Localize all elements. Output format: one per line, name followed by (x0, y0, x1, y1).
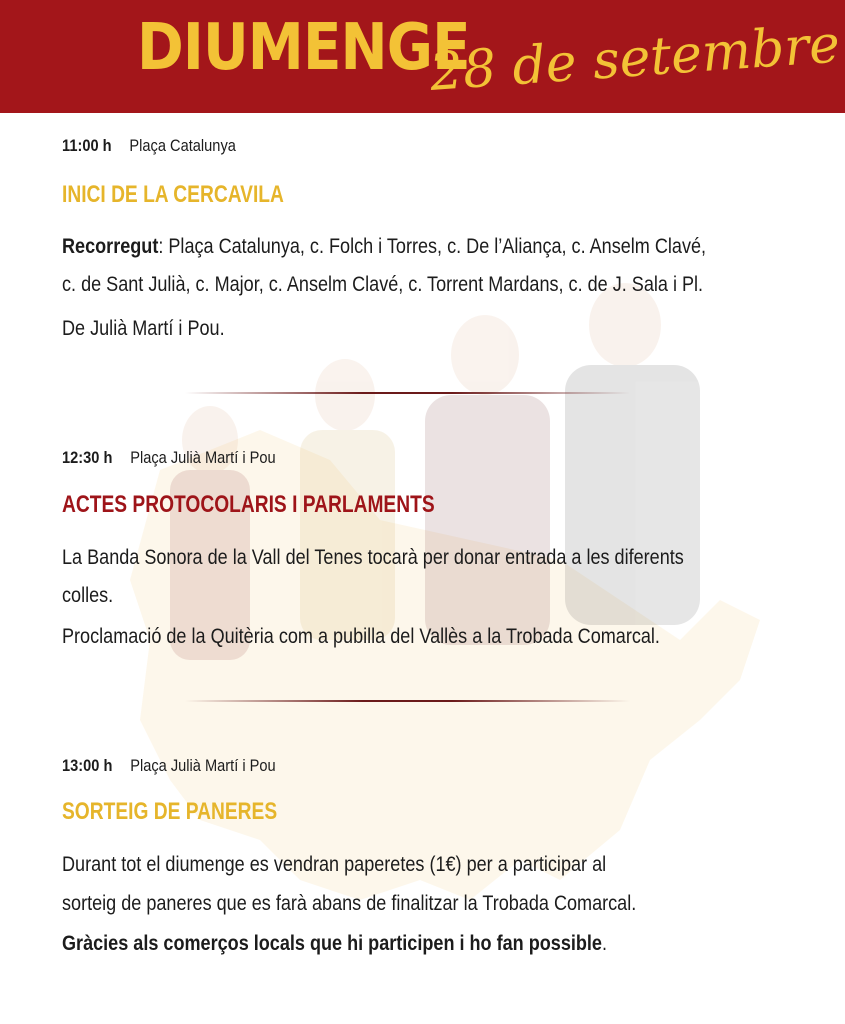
route-label: Recorregut (62, 235, 159, 258)
closing-bold-text: Gràcies als comerços locals que hi participen i ho fan possible (62, 932, 602, 955)
date-subtitle: 28 de setembre (427, 14, 842, 103)
event-description-line: De Julià Martí i Pou. (62, 317, 225, 340)
event-time: 12:30 h (62, 448, 113, 467)
event-title: SORTEIG DE PANERES (62, 798, 278, 825)
event-title: INICI DE LA CERCAVILA (62, 181, 284, 208)
event-time: 11:00 h (62, 136, 112, 155)
event-description-line: Proclamació de la Quitèria com a pubilla del Vallès a la Trobada Comarcal. (62, 625, 660, 648)
event-description-line: colles. (62, 584, 114, 607)
event-place: Plaça Julià Martí i Pou (130, 448, 276, 467)
day-title: DIUMENGE (137, 11, 470, 85)
closing-tail: . (601, 932, 608, 955)
event-title: ACTES PROTOCOLARIS I PARLAMENTS (62, 491, 435, 518)
event-description-line: c. de Sant Julià, c. Major, c. Anselm Clavé, c. Torrent Mardans, c. de J. Sala i Pl. (62, 273, 704, 296)
event-time: 13:00 h (62, 756, 113, 775)
event-description-line: sorteig de paneres que es farà abans de finalitzar la Trobada Comarcal. (62, 892, 637, 915)
event-closing-line (62, 925, 607, 962)
event-description-line (62, 228, 706, 265)
section-divider (185, 700, 630, 702)
event-time-place (62, 447, 276, 469)
route-text: : Plaça Catalunya, c. Folch i Torres, c. De l’Aliança, c. Anselm Clavé, (158, 235, 707, 258)
event-time-place (62, 135, 236, 157)
event-description-line: La Banda Sonora de la Vall del Tenes tocarà per donar entrada a les diferents (62, 546, 684, 569)
event-place: Plaça Catalunya (129, 136, 236, 155)
event-time-place (62, 755, 276, 777)
event-description-line: Durant tot el diumenge es vendran paperetes (1€) per a participar al (62, 853, 607, 876)
event-place: Plaça Julià Martí i Pou (130, 756, 276, 775)
section-divider (185, 392, 630, 394)
